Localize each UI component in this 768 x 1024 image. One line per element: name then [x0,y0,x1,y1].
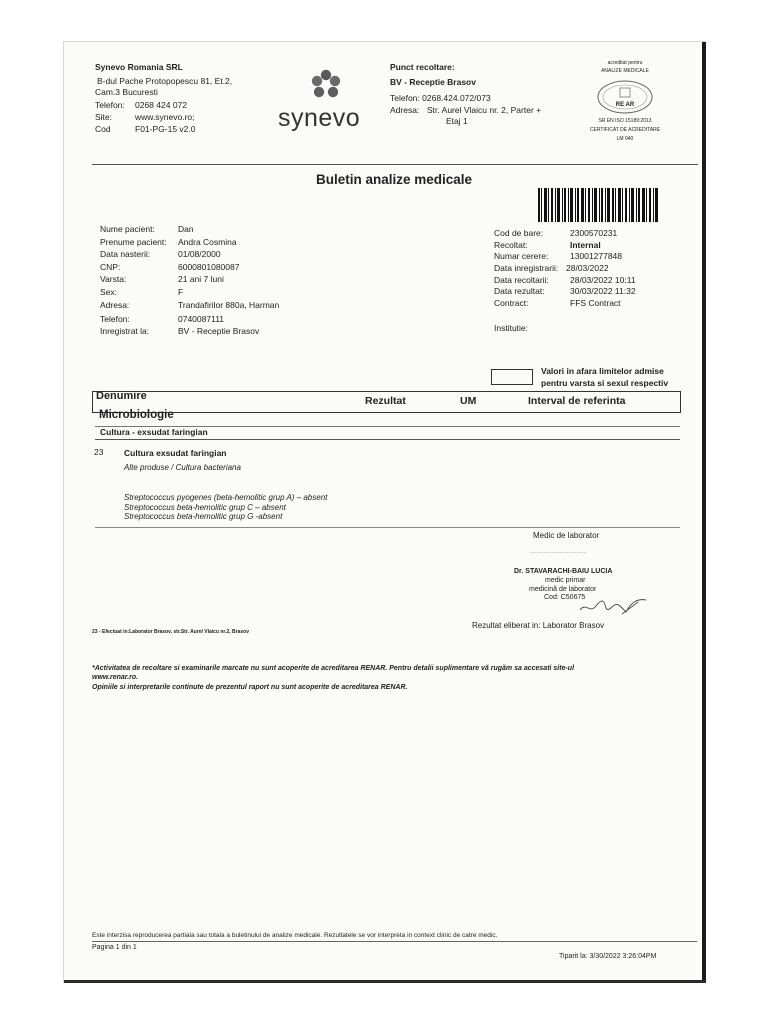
synevo-flower-icon [306,68,346,102]
column-denumire: Denumire [96,390,147,402]
collection-point-phone: Telefon: 0268.424.072/073 [390,93,491,103]
footer-page: Pagina 1 din 1 [92,944,137,951]
company-code [95,124,195,135]
request-value: 28/03/2022 [566,263,609,274]
legend-line2: pentru varsta si sexul respectiv [541,378,669,388]
request-value: 2300570231 [570,228,618,238]
request-row [494,263,636,275]
doctor-code: Cod: C50675 [544,594,586,601]
collection-point-address-label: Adresa: [390,105,420,115]
patient-label: Adresa: [100,300,130,310]
patient-row [100,314,279,327]
result-line: Streptococcus beta-hemolitic grup G -absent [124,512,283,521]
company-phone-value: 0268 424 072 [135,100,187,110]
legend-line1: Valori in afara limitelor admise [541,366,664,376]
request-row [494,251,636,263]
patient-label: Inregistrat la: [100,326,150,336]
request-label: Numar cerere: [494,251,549,262]
request-value: 28/03/2022 10:11 [570,274,636,285]
disclaimer-line2: www.renar.ro. [92,674,139,681]
company-address-line2: Cam.3 Bucuresti [95,87,158,97]
accreditation-standard: SR EN ISO 15189:2013 [598,118,652,124]
disclaimer-line1: *Activitatea de recoltare si examinarile marcate nu sunt acoperite de acreditarea RENAR. Pentru detalii suplimentare vă rugăm sa accesati site-ul [92,665,575,672]
request-label: Cod de bare: [494,228,544,238]
collection-point-title: Punct recoltare: [390,62,455,72]
patient-row [100,237,279,250]
subsection-divider [95,439,680,440]
collection-point-address-line1: Str. Aurel Vlaicu nr. 2, Parter + [427,105,542,115]
patient-value: F [178,286,184,297]
request-value: 13001277848 [570,251,623,262]
patient-value: BV - Receptie Brasov [178,326,260,336]
result-line: Streptococcus beta-hemolitic grup C – absent [124,502,286,512]
company-code-value: F01-PG-15 v2.0 [135,124,196,134]
synevo-logo-text: synevo [278,104,361,132]
patient-value: Trandafirilor 880a, Harman [178,300,280,310]
patient-value: 6000801080087 [178,261,240,272]
barcode-icon [538,188,660,222]
footnote-location: 23 - Efectuat in:Laborator Brasov, str.Str. Aurel Vlaicu nr.2, Brasov [92,629,249,635]
request-value: 30/03/2022 11:32 [570,286,636,297]
test-results [124,493,327,522]
company-phone [95,100,187,111]
signature-dots: .................................. [530,549,587,555]
company-code-label: Cod [95,124,111,134]
request-row [494,240,636,252]
page-shadow-edge [702,42,706,982]
header-divider [92,164,698,165]
patient-label: Varsta: [100,274,127,284]
page-shadow-bottom [64,980,706,983]
accreditation-line2: ANALIZE MEDICALE [601,68,649,74]
footer-warning: Este interzisa reproducerea partiala sau totala a buletinului de analize medicale. Rezultatele se vor interpreta in context clinic de catre medic. [92,932,498,939]
patient-row [100,326,279,339]
released-at: Rezultat eliberat in: Laborator Brasov [472,621,605,630]
request-row [494,286,636,298]
patient-info [100,224,279,339]
patient-value: Andra Cosmina [178,236,237,247]
test-subtitle: Alte produse / Cultura bacteriana [124,463,241,472]
patient-value: Dan [178,224,194,234]
patient-label: Prenume pacient: [100,236,167,247]
accreditation-certificate: CERTIFICAT DE ACREDITARE [589,127,661,133]
results-divider [95,527,680,528]
legend-box [491,369,533,385]
company-name: Synevo Romania SRL [95,62,183,72]
patient-row [100,262,279,275]
patient-row [100,287,279,300]
patient-value: 21 ani 7 luni [178,274,224,284]
company-site-label: Site: [95,112,113,122]
doctor-name: Dr. STAVARACHI-BAIU LUCIA [514,568,613,575]
accreditation-number: LM 040 [616,136,634,142]
footer-divider [92,941,697,942]
subsection-title: Cultura - exsudat faringian [100,427,208,437]
patient-label: Data nasterii: [100,249,151,259]
column-rezultat: Rezultat [365,395,406,407]
patient-label: CNP: [100,261,121,272]
patient-row [100,299,279,314]
patient-row [100,274,279,287]
request-row [494,228,636,240]
company-site [95,112,195,123]
patient-row [100,224,279,237]
footer-printed: Tiparit la: 3/30/2022 3:26:04PM [559,953,657,960]
patient-label: Sex: [100,286,118,297]
renar-seal-icon [596,79,654,115]
signature-icon [576,594,650,618]
result-line: Streptococcus pyogenes (beta-hemolitic grup A) – absent [124,493,328,502]
collection-point-address [390,105,541,116]
patient-label: Nume pacient: [100,224,155,234]
request-row [494,298,636,310]
patient-value: 01/08/2000 [178,249,221,259]
renar-seal-text: RE AR [615,102,635,108]
request-label: Data recoltarii: [494,274,549,285]
test-number: 23 [94,447,104,457]
request-label: Data inregistrarii: [494,263,559,274]
request-info [494,228,636,310]
patient-label: Telefon: [100,313,130,324]
report-title: Buletin analize medicale [316,172,473,187]
company-phone-label: Telefon: [95,100,125,110]
institution-label: Institutie: [494,323,529,333]
patient-value: 0740087111 [178,313,225,324]
company-address-line1: B-dul Pache Protopopescu 81, Et.2, [97,76,233,86]
accreditation-line1: acreditat pentru [607,60,643,66]
column-um: UM [460,395,477,407]
request-row [494,275,636,287]
collection-point-address-line2: Etaj 1 [446,116,468,126]
test-name: Cultura exsudat faringian [124,448,227,458]
company-site-value: www.synevo.ro; [135,112,195,122]
request-value: Internal [570,239,601,250]
column-interval: Interval de referinta [528,395,626,407]
request-label: Contract: [494,298,529,309]
request-label: Recoltat: [494,239,528,250]
doctor-role2: medicină de laborator [529,586,597,593]
section-title: Microbiologie [99,409,174,421]
doctor-role1: medic primar [545,577,586,584]
disclaimer-line3: Opiniile si interpretarile continute de prezentul raport nu sunt acoperite de acreditarea RENAR. [92,684,408,691]
patient-row [100,249,279,262]
doctor-title: Medic de laborator [533,531,600,540]
collection-point-name: BV - Receptie Brasov [390,77,476,87]
request-value: FFS Contract [570,298,621,309]
request-label: Data rezultat: [494,286,545,297]
